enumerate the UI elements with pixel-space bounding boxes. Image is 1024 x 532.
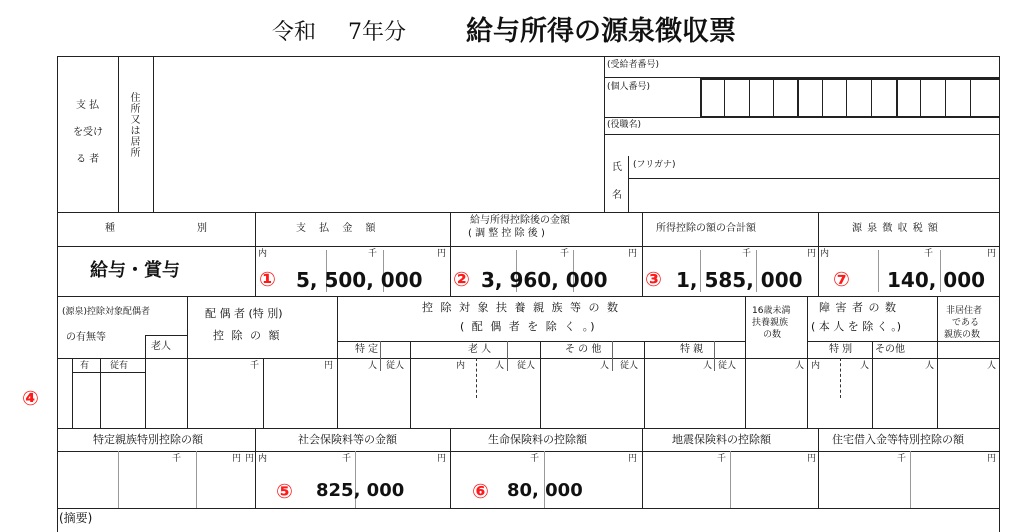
- unit-en: 円: [628, 249, 638, 259]
- disabled-other-label: その他: [875, 344, 905, 355]
- unit-en: 円: [245, 454, 255, 464]
- earthquake-insurance-label: 地震保険料の控除額: [672, 433, 771, 446]
- unit-uchi: 内: [258, 249, 268, 259]
- spouse-label-2: の有無等: [66, 332, 106, 343]
- unit-sen: 千: [742, 249, 752, 259]
- unit-jusha: 従人: [718, 361, 737, 371]
- individual-number-label: (個人番号): [607, 82, 651, 92]
- payment-amount: 5, 500, 000: [296, 268, 423, 292]
- disabled-label-1: 障 害 者 の 数: [819, 301, 897, 314]
- income-type-value: 給与・賞与: [90, 260, 180, 281]
- after-deduction-header-1: 給与所得控除後の金額: [470, 215, 570, 226]
- special-deduction-label-1: 配 偶 者 (特 別): [205, 307, 283, 320]
- deduction-total-header: 所得控除の額の合計額: [656, 223, 756, 234]
- marker-5: ⑤: [276, 479, 293, 503]
- unit-jusha: 従人: [517, 361, 536, 371]
- social-insurance-amount: 825, 000: [316, 480, 405, 501]
- payee-label-line2: を受け: [73, 127, 103, 138]
- life-insurance-label: 生命保険料の控除額: [488, 433, 587, 446]
- after-deduction-amount: 3, 960, 000: [481, 268, 608, 292]
- special-relative-label: 特 親: [680, 344, 704, 355]
- unit-nin: 人: [600, 361, 610, 371]
- furigana-label: (フリガナ): [633, 160, 676, 170]
- unit-jusha: 従人: [620, 361, 639, 371]
- unit-nin: 人: [860, 361, 870, 371]
- name-label-1: 氏: [612, 162, 622, 173]
- unit-sen: 千: [924, 249, 934, 259]
- title-era: 令和: [272, 20, 317, 45]
- unit-uchi: 内: [820, 249, 830, 259]
- withholding-header: 源 泉 徴 収 税 額: [852, 223, 939, 234]
- dependent-count-label-2: ( 配 偶 者 を 除 く 。): [460, 320, 597, 333]
- housing-loan-label: 住宅借入金等特別控除の額: [832, 433, 964, 446]
- unit-en: 円: [807, 454, 817, 464]
- disabled-special-label: 特 別: [829, 344, 853, 355]
- spouse-label-1: (源泉)控除対象配偶者: [62, 307, 151, 317]
- unit-uchi: 内: [456, 361, 466, 371]
- marker-1: ①: [259, 267, 276, 291]
- unit-en: 円: [987, 249, 997, 259]
- unit-uchi: 内: [811, 361, 821, 371]
- elderly2-label: 老 人: [468, 344, 492, 355]
- nonresident-label-2: である: [952, 318, 980, 328]
- payee-label-line3: る 者: [76, 154, 100, 165]
- unit-en: 円: [807, 249, 817, 259]
- payment-header: 支 払 金 額: [296, 223, 381, 234]
- recipient-number-label: (受給者番号): [607, 60, 660, 70]
- social-insurance-label: 社会保険料等の金額: [298, 433, 397, 446]
- unit-nin: 人: [368, 361, 378, 371]
- unit-nin: 人: [987, 361, 997, 371]
- marker-2: ②: [453, 267, 470, 291]
- after-deduction-header-2: ( 調 整 控 除 後 ): [468, 228, 545, 239]
- unit-sen: 千: [250, 361, 260, 371]
- marker-3: ③: [645, 267, 662, 291]
- unit-en: 円: [628, 454, 638, 464]
- position-label: (役職名): [607, 120, 642, 130]
- unit-sen: 千: [530, 454, 540, 464]
- spouse-jusha-yes: 従有: [110, 361, 129, 371]
- special-relative-deduction-label: 特定親族特別控除の額: [93, 433, 203, 446]
- payee-label-line1: 支 払: [76, 100, 100, 111]
- unit-uchi: 内: [258, 454, 268, 464]
- unit-en: 円: [437, 249, 447, 259]
- special-deduction-label-2: 控 除 の 額: [213, 329, 282, 342]
- life-insurance-amount: 80, 000: [507, 480, 583, 501]
- unit-sen: 千: [172, 454, 182, 464]
- type-header-2: 別: [197, 223, 207, 234]
- other-label: そ の 他: [565, 344, 602, 355]
- unit-nin: 人: [925, 361, 935, 371]
- specific-label: 特 定: [355, 344, 379, 355]
- unit-en: 円: [232, 454, 242, 464]
- type-header: 種: [105, 223, 115, 234]
- page-title: 給与所得の源泉徴収票: [466, 16, 736, 47]
- deduction-total-amount: 1, 585, 000: [676, 268, 803, 292]
- unit-en: 円: [437, 454, 447, 464]
- unit-nin: 人: [495, 361, 505, 371]
- withholding-amount: 140, 000: [887, 268, 986, 292]
- unit-sen: 千: [897, 454, 907, 464]
- unit-jusha: 従人: [386, 361, 405, 371]
- nonresident-label-3: 親族の数: [944, 330, 981, 340]
- unit-sen: 千: [560, 249, 570, 259]
- marker-7: ⑦: [833, 267, 850, 291]
- marker-4: ④: [22, 386, 39, 410]
- remarks-label: (摘要): [59, 511, 93, 525]
- dependent-count-label-1: 控 除 対 象 扶 養 親 族 等 の 数: [422, 301, 620, 314]
- elderly-label: 老人: [151, 341, 171, 352]
- unit-nin: 人: [795, 361, 805, 371]
- spouse-yes: 有: [80, 361, 90, 371]
- title-year: 7年分: [348, 20, 406, 45]
- name-label-2: 名: [612, 190, 622, 201]
- address-label: 住所又は居所: [128, 92, 139, 158]
- under16-label-1: 16歳未満: [752, 306, 791, 316]
- disabled-label-2: ( 本 人 を 除 く 。): [811, 320, 902, 333]
- unit-sen: 千: [717, 454, 727, 464]
- under16-label-3: の数: [763, 330, 782, 340]
- unit-en: 円: [987, 454, 997, 464]
- unit-en: 円: [324, 361, 334, 371]
- marker-6: ⑥: [472, 479, 489, 503]
- unit-sen: 千: [368, 249, 378, 259]
- unit-nin: 人: [703, 361, 713, 371]
- under16-label-2: 扶養親族: [752, 318, 789, 328]
- nonresident-label-1: 非居住者: [946, 306, 983, 316]
- unit-sen: 千: [342, 454, 352, 464]
